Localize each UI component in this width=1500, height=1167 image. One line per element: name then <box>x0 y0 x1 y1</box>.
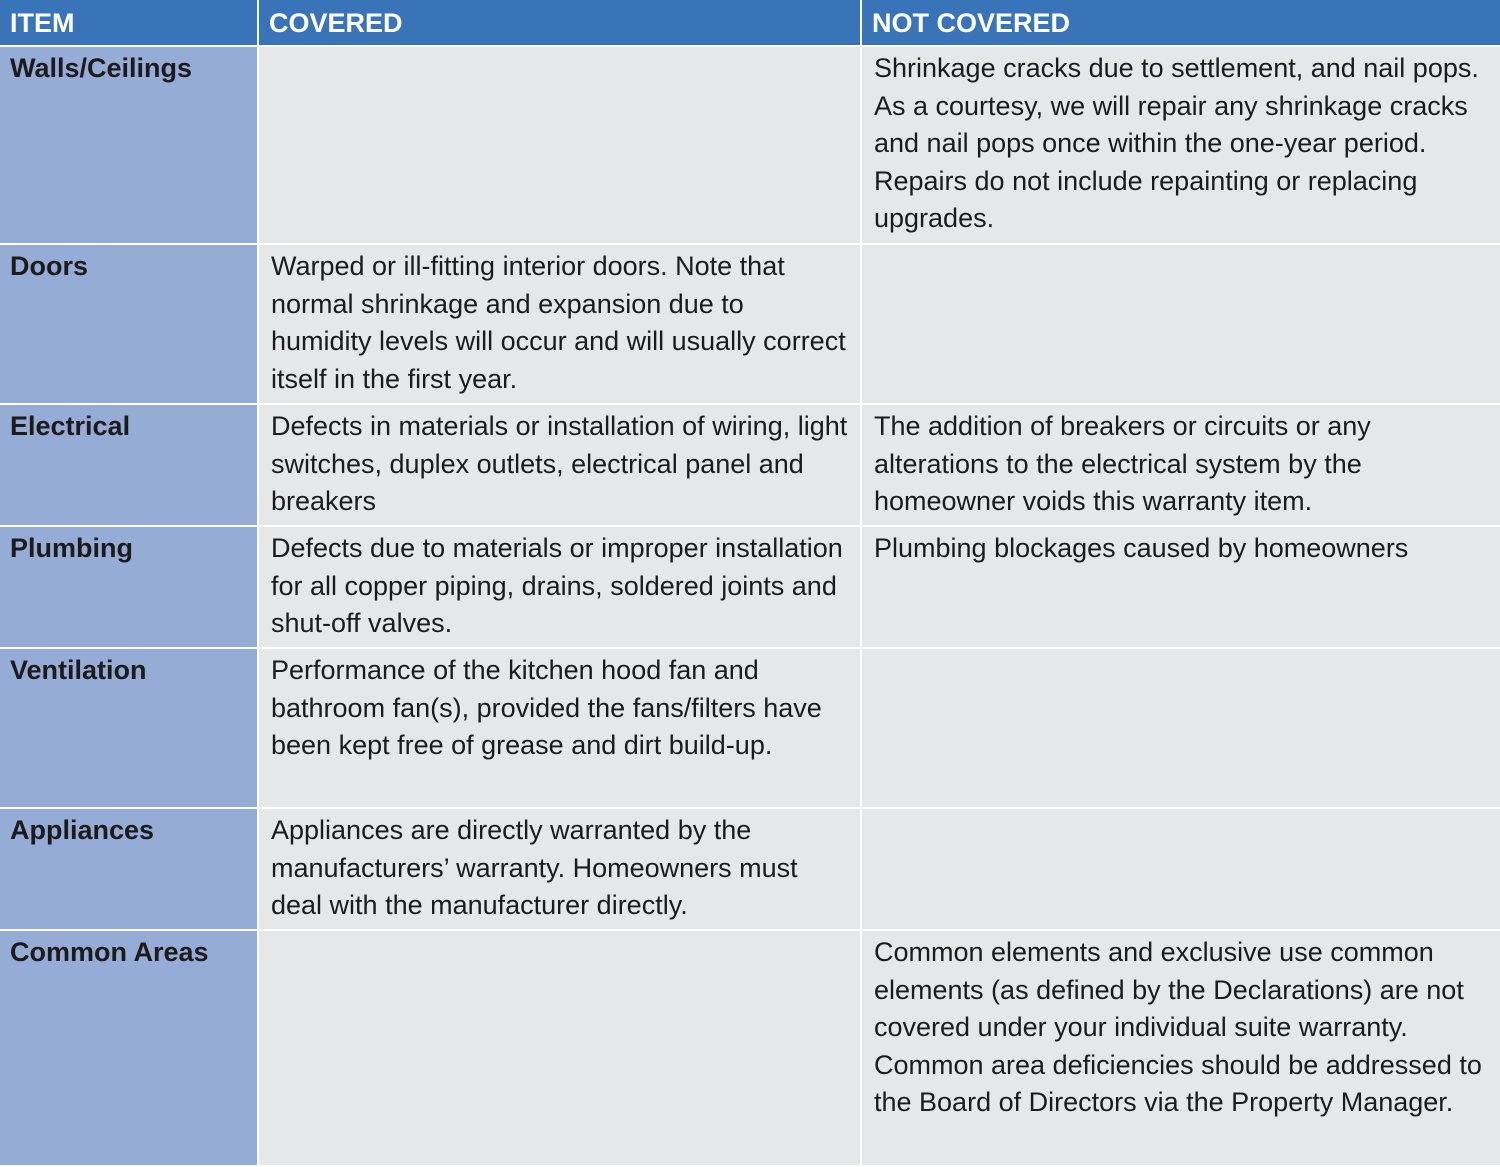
not-covered-cell <box>861 808 1500 930</box>
not-covered-cell: Shrinkage cracks due to settlement, and nail pops. As a courtesy, we will repair any shrinkage cracks and nail pops once within the one-year period. Repairs do not include repainting or replacing upgrades. <box>861 46 1500 244</box>
header-covered: COVERED <box>258 0 861 46</box>
not-covered-cell <box>861 244 1500 404</box>
covered-cell: Appliances are directly warranted by the manufacturers’ warranty. Homeowners must deal with the manufacturer directly. <box>258 808 861 930</box>
item-cell: Ventilation <box>0 648 258 808</box>
item-cell: Doors <box>0 244 258 404</box>
table-row <box>0 526 1500 648</box>
not-covered-cell <box>861 648 1500 808</box>
covered-cell: Defects in materials or installation of wiring, light switches, duplex outlets, electrical panel and breakers <box>258 404 861 526</box>
header-item: ITEM <box>0 0 258 46</box>
covered-cell <box>258 930 861 1166</box>
table-row <box>0 404 1500 526</box>
not-covered-cell: Plumbing blockages caused by homeowners <box>861 526 1500 648</box>
covered-cell: Defects due to materials or improper installation for all copper piping, drains, soldered joints and shut-off valves. <box>258 526 861 648</box>
header-row <box>0 0 1500 46</box>
table-row <box>0 648 1500 808</box>
table-row <box>0 46 1500 244</box>
not-covered-cell: The addition of breakers or circuits or any alterations to the electrical system by the homeowner voids this warranty item. <box>861 404 1500 526</box>
not-covered-cell: Common elements and exclusive use common elements (as defined by the Declarations) are not covered under your individual suite warranty. Common area deficiencies should be addressed to the Board of Directors via the Property Manager. <box>861 930 1500 1166</box>
table-row <box>0 808 1500 930</box>
item-cell: Common Areas <box>0 930 258 1166</box>
item-cell: Appliances <box>0 808 258 930</box>
item-cell: Electrical <box>0 404 258 526</box>
covered-cell: Warped or ill-fitting interior doors. Note that normal shrinkage and expansion due to humidity levels will occur and will usually correct itself in the first year. <box>258 244 861 404</box>
covered-cell <box>258 46 861 244</box>
header-not-covered: NOT COVERED <box>861 0 1500 46</box>
item-cell: Plumbing <box>0 526 258 648</box>
item-cell: Walls/Ceilings <box>0 46 258 244</box>
table-row <box>0 244 1500 404</box>
table-row <box>0 930 1500 1166</box>
covered-cell: Performance of the kitchen hood fan and bathroom fan(s), provided the fans/filters have been kept free of grease and dirt build-up. <box>258 648 861 808</box>
